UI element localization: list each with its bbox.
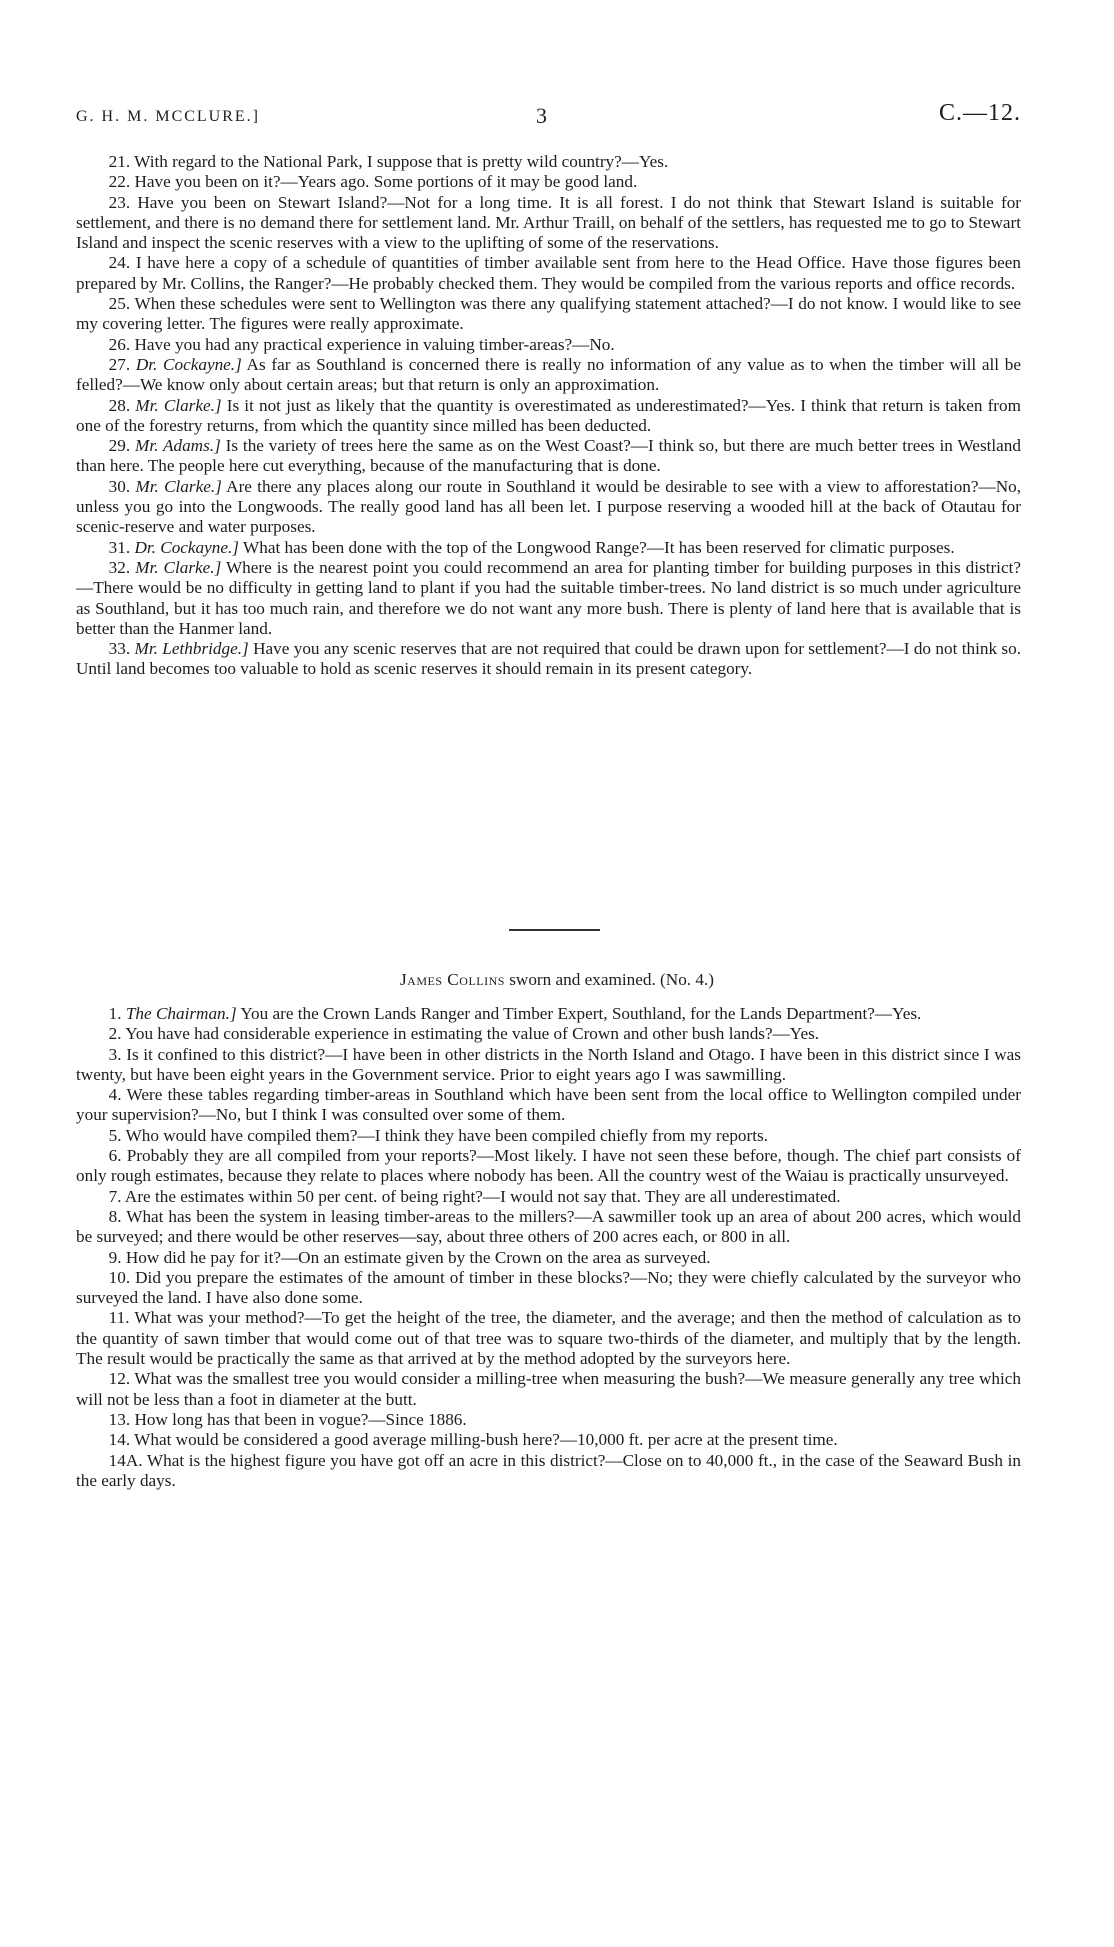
question-answer-text: Probably they are all compiled from your reports?—Most likely. I have not seen these before, though. The chief part consists of only rough estimates, because they relate to places where nobody has been. All the country west of the Waiau is practically unsurveyed. xyxy=(76,1146,1022,1186)
question-number: 14. xyxy=(108,1430,131,1450)
speaker-name: Dr. Cockayne.] xyxy=(134,537,239,557)
question-answer-text: Is it not just as likely that the quantity is overestimated as underestimated?—Yes. I think that return is taken from one of the forestry returns, from which the quantity since milled has been deducted. xyxy=(76,395,1021,435)
question-number: 28. xyxy=(108,395,131,415)
question-answer-paragraph xyxy=(76,1004,1021,1024)
question-number: 32. xyxy=(108,557,131,577)
question-answer-text: What has been done with the top of the Longwood Range?—It has been reserved for climatic purposes. xyxy=(243,537,955,557)
question-answer-text: When these schedules were sent to Wellington was there any qualifying statement attached?—I do not know. I would like to see my covering letter. The figures were really approximate. xyxy=(76,294,1021,334)
question-answer-paragraph xyxy=(76,1308,1021,1369)
page-number: 3 xyxy=(536,103,547,128)
question-answer-paragraph xyxy=(76,1369,1021,1410)
question-answer-text: You have had considerable experience in estimating the value of Crown and other bush lands?—Yes. xyxy=(125,1024,820,1044)
header-witness-name: G. H. M. MCCLURE.] xyxy=(76,108,261,125)
heading-rest: sworn and examined. (No. 4.) xyxy=(509,970,714,989)
question-answer-paragraph xyxy=(76,1045,1021,1086)
question-number: 11. xyxy=(108,1308,130,1328)
question-answer-text: Have you been on it?—Years ago. Some portions of it may be good land. xyxy=(134,172,638,192)
question-number: 13. xyxy=(108,1409,131,1429)
question-number: 33. xyxy=(108,639,131,659)
question-number: 5. xyxy=(108,1125,122,1145)
question-number: 21. xyxy=(108,152,131,171)
question-number: 2. xyxy=(108,1024,122,1044)
question-answer-paragraph xyxy=(76,1187,1021,1207)
question-answer-text: Were these tables regarding timber-areas in Southland which have been sent from the local office to Wellington compiled under your supervision?—No, but I think I was consulted over some of them. xyxy=(76,1085,1021,1125)
speaker-name: Mr. Clarke.] xyxy=(135,395,222,415)
question-answer-paragraph xyxy=(76,1410,1021,1430)
question-answer-paragraph xyxy=(76,152,1021,172)
question-answer-paragraph xyxy=(76,355,1021,396)
question-answer-text: How long has that been in vogue?—Since 1886. xyxy=(134,1409,467,1429)
question-answer-text: You are the Crown Lands Ranger and Timber Expert, Southland, for the Lands Department?—Yes. xyxy=(240,1004,922,1023)
question-answer-paragraph xyxy=(76,639,1021,680)
question-answer-text: Where is the nearest point you could recommend an area for planting timber for building purposes in this district?—There would be no difficulty in getting land to plant if you had the suitable timber-trees. No land district is so much under agriculture as Southland, but it has too much rain, and therefore we do not want any more bush. There is plenty of land here that is available that is better than the Hanmer land. xyxy=(76,557,1021,638)
question-answer-paragraph xyxy=(76,294,1021,335)
question-number: 12. xyxy=(108,1369,131,1389)
question-number: 14A. xyxy=(108,1450,143,1470)
question-answer-paragraph xyxy=(76,1268,1021,1309)
question-number: 9. xyxy=(108,1247,122,1267)
speaker-name: Mr. Clarke.] xyxy=(135,476,222,496)
evidence-section-mcclure xyxy=(76,152,1021,680)
question-number: 8. xyxy=(108,1206,122,1226)
question-number: 7. xyxy=(108,1186,122,1206)
question-answer-text: Who would have compiled them?—I think they have been compiled chiefly from my reports. xyxy=(125,1125,768,1145)
question-answer-paragraph xyxy=(76,253,1021,294)
question-answer-paragraph xyxy=(76,1451,1021,1492)
question-number: 25. xyxy=(108,294,131,314)
question-answer-text: As far as Southland is concerned there is really no information of any value as to when the timber will all be felled?—We know only about certain areas; but that return is only an approximation. xyxy=(76,354,1021,395)
question-answer-text: How did he pay for it?—On an estimate given by the Crown on the area as surveyed. xyxy=(125,1247,711,1267)
question-answer-text: Have you been on Stewart Island?—Not for a long time. It is all forest. I do not think that Stewart Island is suitable for settlement, and there is no demand there for settlement land. Mr. Arthur Traill, on behalf of the settlers, has requested me to go to Stewart Island and inspect the scenic reserves with a view to the uplifting of some of the reservations. xyxy=(76,192,1022,253)
question-number: 1. xyxy=(108,1004,122,1023)
question-answer-paragraph xyxy=(76,436,1021,477)
question-answer-paragraph xyxy=(76,477,1021,538)
question-answer-paragraph xyxy=(76,558,1021,639)
document-reference: C.—12. xyxy=(938,100,1021,126)
question-answer-text: What has been the system in leasing timber-areas to the millers?—A sawmiller took up an area of about 200 acres, which would be surveyed; and there would be other reserves—say, about three others of 200 acres each, or 800 in all. xyxy=(76,1206,1021,1247)
question-answer-paragraph xyxy=(76,538,1021,558)
question-answer-text: What would be considered a good average milling-bush here?—10,000 ft. per acre at the present time. xyxy=(134,1430,838,1450)
question-number: 29. xyxy=(108,436,131,456)
question-number: 6. xyxy=(108,1146,122,1166)
question-answer-paragraph xyxy=(76,1430,1021,1450)
question-number: 3. xyxy=(108,1044,122,1064)
question-answer-text: Is it confined to this district?—I have been in other districts in the North Island and Otago. I have been in this district since I was twenty, but have been eight years in the Government service. Prior to eight years ago I was sawmilling. xyxy=(76,1044,1021,1084)
question-answer-text: I have here a copy of a schedule of quantities of timber available sent from here to the Head Office. Have those figures been prepared by Mr. Collins, the Ranger?—He probably checked them. They would be compiled from the various reports and office records. xyxy=(76,253,1021,293)
question-answer-text: Have you any scenic reserves that are not required that could be drawn upon for settlement?—I do not think so. Until land becomes too valuable to hold as scenic reserves it should remain in its present category. xyxy=(76,639,1022,679)
question-number: 30. xyxy=(108,476,131,496)
question-answer-paragraph xyxy=(76,193,1021,254)
question-number: 27. xyxy=(108,354,131,374)
question-answer-paragraph xyxy=(76,1207,1021,1248)
page-header xyxy=(76,100,1021,132)
question-answer-paragraph xyxy=(76,396,1021,437)
question-answer-text: With regard to the National Park, I suppose that is pretty wild country?—Yes. xyxy=(134,152,669,171)
question-number: 31. xyxy=(108,537,131,557)
question-answer-paragraph xyxy=(76,1085,1021,1126)
question-answer-paragraph xyxy=(76,1146,1021,1187)
question-number: 10. xyxy=(108,1267,131,1287)
question-answer-text: Have you had any practical experience in valuing timber-areas?—No. xyxy=(134,334,615,354)
witness-name: James Collins xyxy=(399,970,505,989)
question-answer-paragraph xyxy=(76,1024,1021,1044)
question-answer-text: Did you prepare the estimates of the amount of timber in these blocks?—No; they were chiefly calculated by the surveyor who surveyed the land. I have also done some. xyxy=(76,1267,1021,1308)
question-answer-paragraph xyxy=(76,1248,1021,1268)
question-answer-paragraph xyxy=(76,172,1021,192)
question-answer-text: Is the variety of trees here the same as on the West Coast?—I think so, but there are much better trees in Westland than here. The people here cut everything, because of the manufacturing that is done. xyxy=(76,436,1021,476)
question-number: 22. xyxy=(108,172,131,192)
question-number: 4. xyxy=(108,1085,122,1105)
question-answer-text: What was your method?—To get the height of the tree, the diameter, and the average; and then the method of calculation as to the quantity of sawn timber that would come out of that tree was to square two-thirds of the diameter, and multiply that by the length. The result would be practically the same as that arrived at by the method adopted by the surveyors here. xyxy=(76,1308,1021,1369)
speaker-name: Mr. Clarke.] xyxy=(135,557,222,577)
speaker-name: The Chairman.] xyxy=(125,1004,237,1023)
question-answer-text: Are the estimates within 50 per cent. of being right?—I would not say that. They are all underestimated. xyxy=(124,1186,841,1206)
question-answer-text: Are there any places along our route in Southland it would be desirable to see with a view to afforestation?—No, unless you go into the Longwoods. The really good land has all been let. I purpose reserving a wooded hill at the back of Otautau for scenic-reserve and water purposes. xyxy=(76,476,1022,537)
question-number: 26. xyxy=(108,334,131,354)
question-number: 23. xyxy=(108,192,131,212)
question-answer-paragraph xyxy=(76,1126,1021,1146)
speaker-name: Mr. Lethbridge.] xyxy=(134,639,249,659)
question-number: 24. xyxy=(108,253,131,273)
section-heading xyxy=(0,970,1114,990)
speaker-name: Dr. Cockayne.] xyxy=(135,354,242,374)
question-answer-text: What was the smallest tree you would consider a milling-tree when measuring the bush?—We measure generally any tree which will not be less than a foot in diameter at the butt. xyxy=(76,1369,1021,1409)
evidence-section-collins xyxy=(76,1004,1021,1491)
speaker-name: Mr. Adams.] xyxy=(135,436,221,456)
section-divider xyxy=(509,929,600,931)
question-answer-paragraph xyxy=(76,335,1021,355)
question-answer-text: What is the highest figure you have got off an acre in this district?—Close on to 40,000 ft., in the case of the Seaward Bush in the early days. xyxy=(76,1450,1021,1490)
